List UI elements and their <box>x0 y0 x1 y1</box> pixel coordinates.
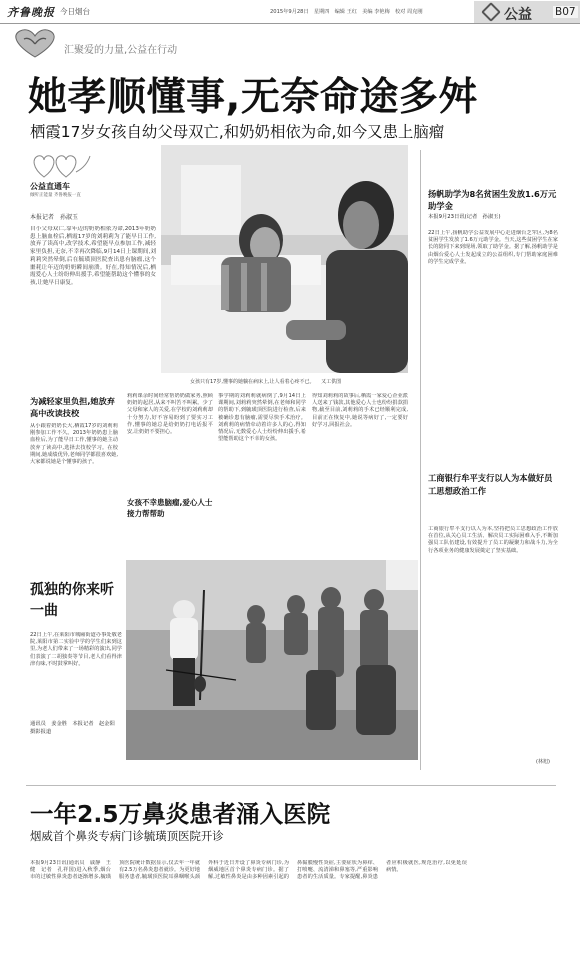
side1-headline: 扬帆助学为8名贫困生发放1.6万元助学金 <box>428 189 557 211</box>
lead-byline: 本报记者 孙淑玉 <box>30 214 79 221</box>
lead-photo-caption: 女孩只有17岁,懂事的她躺在病床上,让人看着心疼不已。 又工供图 <box>190 379 342 385</box>
story2-body: 22日上午,在莱阳市城厢街道办事处敬老院,莱阳市第二实验中学的学生们来到这里,为老人们带来了一场精彩的演出,同学们表演了二胡独奏等节目,老人们看得津津有味,不时鼓掌叫好。 <box>30 632 122 667</box>
column-divider <box>420 150 421 770</box>
section-tab <box>474 1 580 23</box>
story3-body: 本报9月23日讯(通讯员 戚静 王健 记者 孔祥国)进入秋季,烟台市的过敏性鼻炎患者逐渐增多,毓璜顶医院统计数据显示,仅去年一年就有2.5万名鼻炎患者就诊。为更好地服务患者,毓璜顶医院耳鼻咽喉头颈外科于近日开设了鼻炎专病门诊,为烟威地区首个鼻炎专病门诊。据了解,过敏性鼻炎是由多种因素引起的鼻黏膜慢性炎症,主要症状为鼻痒、打喷嚏、流清涕和鼻塞等,严重影响患者的生活质量。专家提醒,鼻炎患者应积极就医,规范治疗,以免延误病情。 <box>30 860 467 881</box>
lead-intro: 自小父母双亡,靠年迈的奶奶相依为命,2013年奶奶患上脑血栓后,栖霞17岁的刘莉莉为了能早日工作,放弃了读高中,改学技术,希望能早点参加工作,减轻家里负担,无奈,不幸再次降临,9月14日上课期间,刘莉莉突然晕倒,后在毓璜顶医院查出患有脑瘤,这个噩耗让年迈的奶奶瞬间崩溃。好在,得知情况后,栖霞爱心人士纷纷伸出援手,希望能帮助这个懂事的女孩,让她早日康复。 <box>30 226 156 286</box>
side2-body: 工商银行牟平支行以人为本,坚持把员工思想政治工作放在首位,从关心员工生活、解决员工实际困难入手,不断加强员工队伍建设,有效提升了员工的凝聚力和战斗力,为全行各项业务的健康发展奠定了坚实基础。 <box>428 526 558 554</box>
story2-headline: 孤独的你来听一曲 <box>30 582 114 619</box>
feature-badge <box>30 152 92 204</box>
hearts-graphic <box>30 152 92 180</box>
erhu-performance-photo <box>126 560 418 760</box>
heart-hands-logo <box>10 27 60 61</box>
side2-headline: 工商银行牟平支行以人为本做好员工思想政治工作 <box>428 473 553 496</box>
lead-photo <box>161 145 408 373</box>
lead-subheadline: 栖霞17岁女孩自幼父母双亡,和奶奶相依为命,如今又患上脑瘤 <box>30 123 445 141</box>
slogan-text: 汇聚爱的力量,公益在行动 <box>64 45 178 56</box>
section-label: 公益 <box>504 7 532 23</box>
story3-headline: 一年2.5万鼻炎患者涌入医院 <box>30 800 331 828</box>
story3-subheadline: 烟威首个鼻炎专病门诊毓璜顶医院开诊 <box>30 829 224 843</box>
lead-column-3: 事学期的刘莉莉就病倒了,9月14日上课期间,刘莉莉突然晕倒,在老师和同学的帮助下,到毓璜顶医院进行检查,后来被确诊患有脑瘤,需要尽快手术治疗。刘莉莉的病情牵动着许多人的心,得知情况后,无数爱心人士纷纷伸出援手,希望能帮助这个不幸的女孩。 <box>218 393 306 443</box>
paper-logo: 齐鲁晚报 <box>7 6 55 19</box>
section-icon <box>481 2 501 22</box>
hospital-bed-photo <box>161 145 408 373</box>
edition-label: 今日烟台 <box>60 7 90 16</box>
lead-section-heading: 为减轻家里负担,她放弃高中改读技校 <box>30 396 115 418</box>
badge-title: 公益直通车 <box>30 182 70 191</box>
lead-column-2: 莉莉课余时间经常帮奶奶做家务,照顾奶奶的起居,从来不叫苦不叫累。少了父母和家人的关爱,在学校的刘莉莉却十分努力,好不容易盼到了要实习工作,懂事的她总是给奶奶打电话报平安,让奶奶不要担心。 <box>127 393 213 436</box>
slogan-banner <box>0 25 580 63</box>
lead-column-1: 从小跟着奶奶长大,栖霞17岁的刘莉莉刚参加工作不久。2013年奶奶患上脑血栓后,为了能早日工作,懂事的她主动放弃了读高中,选择去技校学习。在校期间,她成绩优异,老师同学都很喜欢她,大家都说她是个懂事的孩子。 <box>30 423 118 466</box>
story2-credits: 通讯员 姜金胜 本报记者 赵金阳 摄影报道 <box>30 721 121 735</box>
side2-signoff: (林旭) <box>536 759 550 765</box>
page-number: B07 <box>555 6 576 18</box>
badge-subtitle: 倾听正能量 齐鲁晚报一直 <box>30 193 81 198</box>
side1-body: 22日上午,扬帆助学公益发展中心走进烟台芝罘区,为8名贫困学生发放了1.6万元助学金。当天,这些贫困学生在家长的陪同下来到现场,领取了助学金。据了解,扬帆助学是由烟台爱心人士发起成立的公益组织,专门帮助家庭困难的学生完成学业。 <box>428 230 558 265</box>
lead-section-heading-2: 女孩不幸患脑瘤,爱心人士接力帮帮助 <box>127 498 213 518</box>
masthead <box>0 0 580 24</box>
horizontal-divider <box>26 785 556 786</box>
lead-headline: 她孝顺懂事,无奈命途多舛 <box>28 75 478 120</box>
side1-byline: 本报9月23日讯(记者 孙淑玉) <box>428 214 501 220</box>
lead-column-4: 得知刘莉莉的故事后,栖霞一家爱心企业派人送来了钱款,其他爱心人士也纷纷捐款捐物,截至目前,刘莉莉的手术已经顺利完成,目前正在恢复中,她说等病好了,一定要好好学习,回报社会。 <box>312 393 408 428</box>
story2-photo <box>126 560 418 760</box>
issue-info: 2015年9月28日 星期四 编辑 王红 美编 李艳梅 校对 周克刚 <box>270 9 423 15</box>
